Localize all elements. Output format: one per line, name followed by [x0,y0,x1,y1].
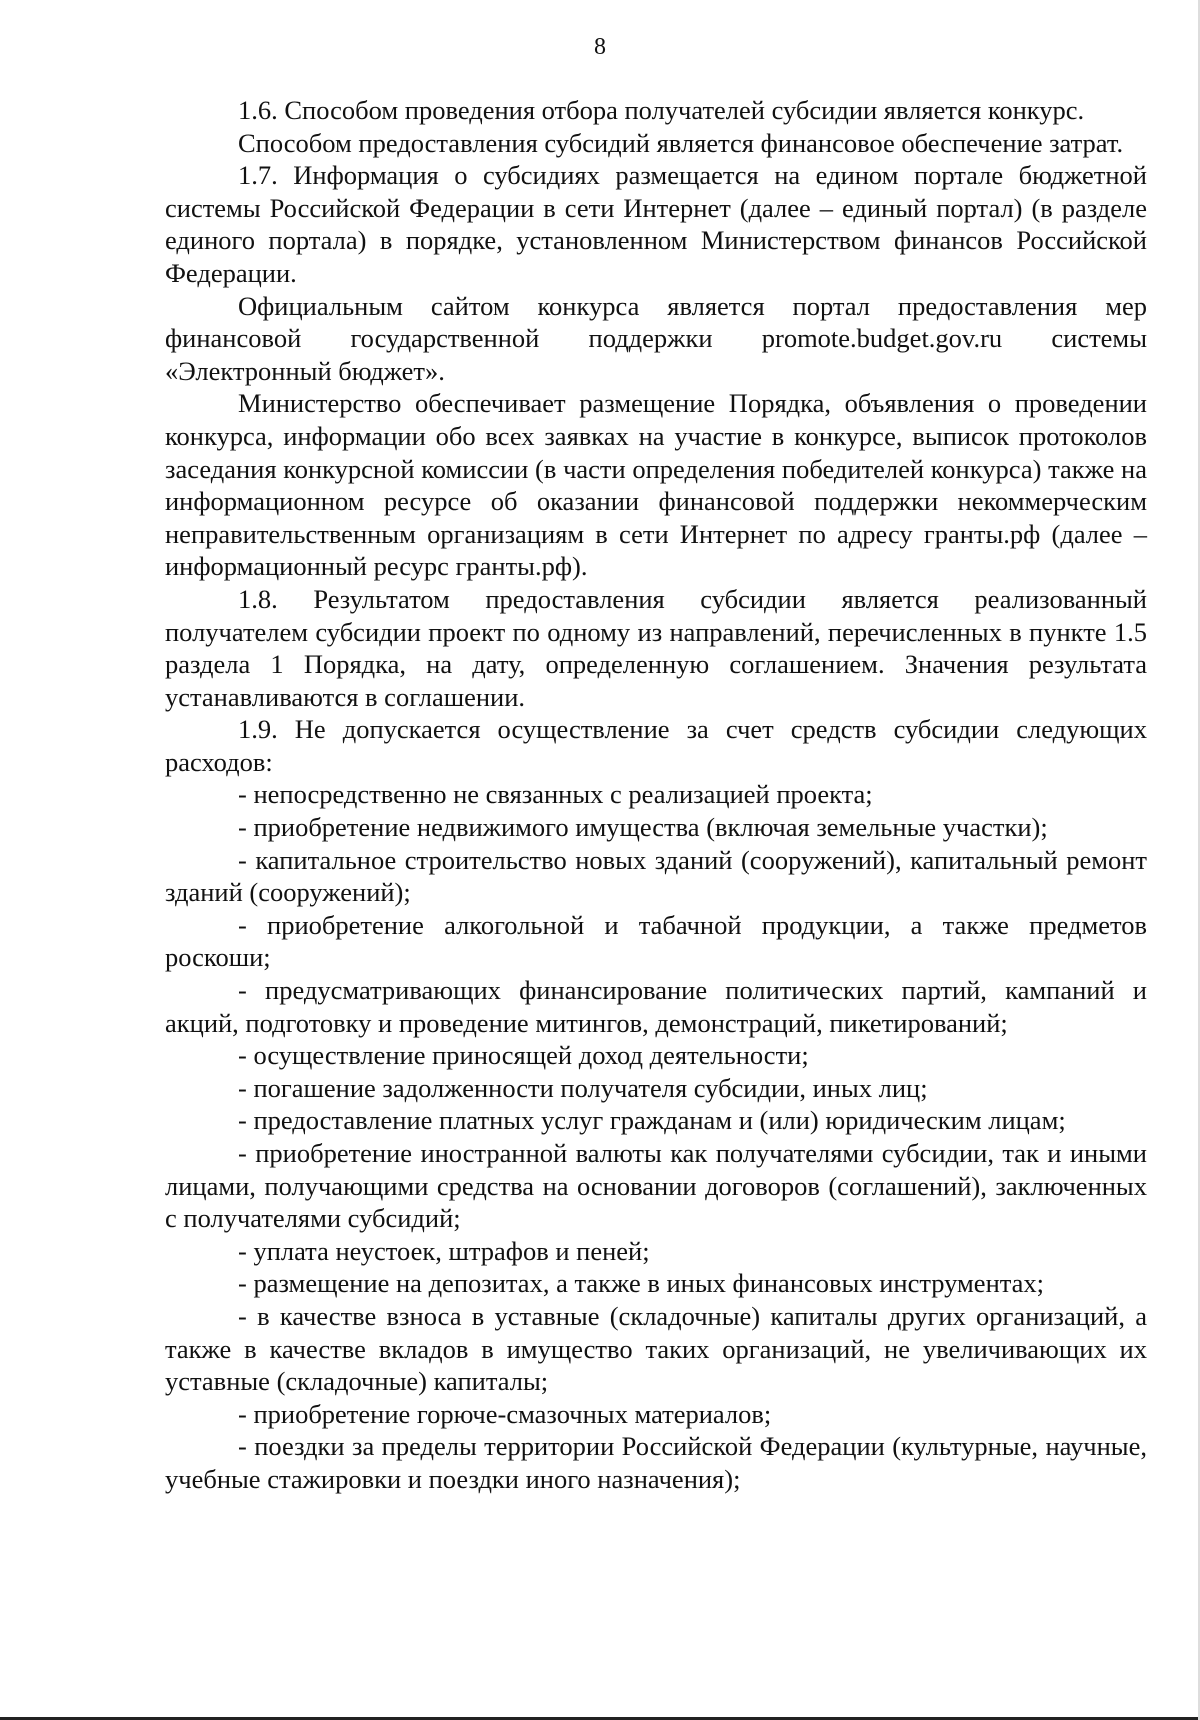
list-item: - предусматривающих финансирование политических партий, кампаний и акций, подготовку и проведение митингов, демонстраций, пикетирований; [165,975,1147,1038]
paragraph-ministry-publication: Министерство обеспечивает размещение Порядка, объявления о проведении конкурса, информации обо всех заявках на участие в конкурсе, выписок протоколов заседания конкурсной комиссии (в части определения победителей конкурса) также на информационном ресурсе об оказании финансовой поддержки некоммерческим неправительственным организациям в сети Интернет по адресу гранты.рф (далее – информационный ресурс гранты.рф). [165,388,1147,582]
list-item: - приобретение горюче-смазочных материалов; [238,1398,772,1429]
list-item: - приобретение недвижимого имущества (включая земельные участки); [238,812,1048,843]
paragraph-1-8: 1.8. Результатом предоставления субсидии является реализованный получателем субсидии проект по одному из направлений, перечисленных в пункте 1.5 раздела 1 Порядка, на дату, определенную соглашением. Значения результата устанавливаются в соглашении. [165,583,1147,712]
document-body [165,94,1147,1496]
list-item: - поездки за пределы территории Российской Федерации (культурные, научные, учебные стажировки и поездки иного назначения); [165,1431,1147,1494]
list-item: - непосредственно не связанных с реализацией проекта; [238,779,873,810]
paragraph-1-9: 1.9. Не допускается осуществление за счет средств субсидии следующих расходов: [165,714,1147,777]
paragraph-subsidy-method: Способом предоставления субсидий является финансовое обеспечение затрат. [238,127,1124,158]
paragraph-1-7: 1.7. Информация о субсидиях размещается на едином портале бюджетной системы Российской Федерации в сети Интернет (далее – единый портал) (в разделе единого портала) в порядке, установленном Министерством финансов Российской Федерации. [165,160,1147,288]
list-item: - в качестве взноса в уставные (складочные) капиталы других организаций, а также в качестве вкладов в имущество таких организаций, не увеличивающих их уставные (складочные) капиталы; [165,1300,1147,1397]
list-item: - осуществление приносящей доход деятельности; [238,1040,809,1071]
list-item: - уплата неустоек, штрафов и пеней; [238,1235,650,1266]
list-item: - погашение задолженности получателя субсидии, иных лиц; [238,1072,928,1103]
paragraph-1-6: 1.6. Способом проведения отбора получателей субсидии является конкурс. [238,95,1085,125]
list-item: - приобретение алкогольной и табачной продукции, а также предметов роскоши; [165,909,1147,973]
paragraph-official-site: Официальным сайтом конкурса является портал предоставления мер финансовой государственной поддержки promote.budget.gov.ru системы «Электронный бюджет». [165,290,1147,386]
list-item: - размещение на депозитах, а также в иных финансовых инструментах; [238,1268,1045,1299]
list-item: - приобретение иностранной валюты как получателями субсидии, так и иными лицами, получающими средства на основании договоров (соглашений), заключенных с получателями субсидий; [165,1138,1147,1234]
page-number: 8 [594,34,606,60]
list-item: - предоставление платных услуг гражданам и (или) юридическим лицам; [238,1105,1066,1136]
list-item: - капитальное строительство новых зданий (сооружений), капитальный ремонт зданий (сооружений); [165,844,1147,908]
